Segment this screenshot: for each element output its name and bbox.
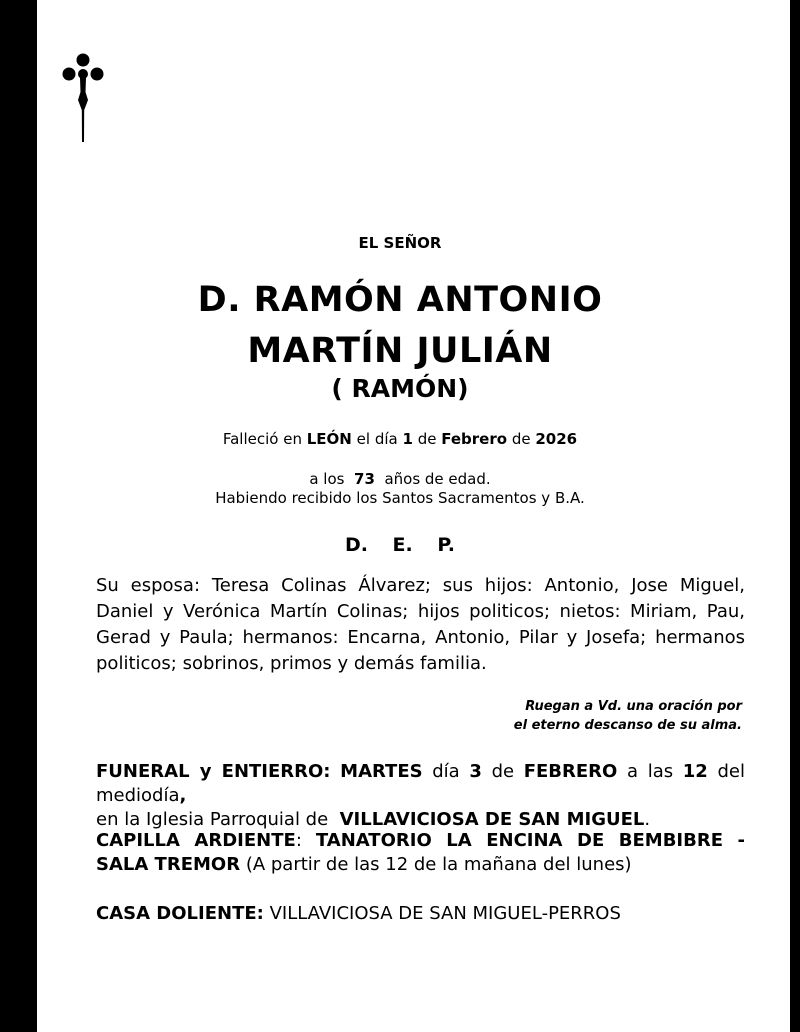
death-statement: Falleció en LEÓN el día 1 de Febrero de 2026 (222, 430, 578, 448)
sacraments-statement: Habiendo recibido los Santos Sacramentos y B.A. (215, 489, 585, 507)
rip-label: D. E. P. (344, 534, 456, 556)
obituary-card (37, 0, 790, 1032)
intro-label: EL SEÑOR (358, 234, 442, 252)
cross-icon (59, 52, 107, 144)
house-info: CASA DOLIENTE: VILLAVICIOSA DE SAN MIGUEL-PERROS (96, 903, 621, 924)
deceased-name-line-2: MARTÍN JULIÁN (247, 331, 553, 371)
funeral-info: FUNERAL y ENTIERRO: MARTES día 3 de FEBRERO a las 12 del mediodía, en la Iglesia Parroquial de VILLAVICIOSA DE SAN MIGUEL. (96, 761, 745, 830)
age-statement: a los 73 años de edad. (309, 470, 491, 488)
prayer-request: Ruegan a Vd. una oración por el eterno descanso de su alma. (513, 699, 742, 733)
deceased-nickname: ( RAMÓN) (331, 374, 469, 403)
family-list: Su esposa: Teresa Colinas Álvarez; sus hijos: Antonio, Jose Miguel, Daniel y Verónica Martín Colinas; hijos politicos; nietos: Miriam, Pau, Gerad y Paula; hermanos: Encarna, Antonio, Pilar y Josefa; hermanos politicos; sobrinos, primos y demás familia. (96, 575, 745, 674)
chapel-info: CAPILLA ARDIENTE: TANATORIO LA ENCINA DE BEMBIBRE - SALA TREMOR (A partir de las 12 de la mañana del lunes) (96, 830, 746, 875)
deceased-name-line-1: D. RAMÓN ANTONIO (197, 280, 603, 320)
